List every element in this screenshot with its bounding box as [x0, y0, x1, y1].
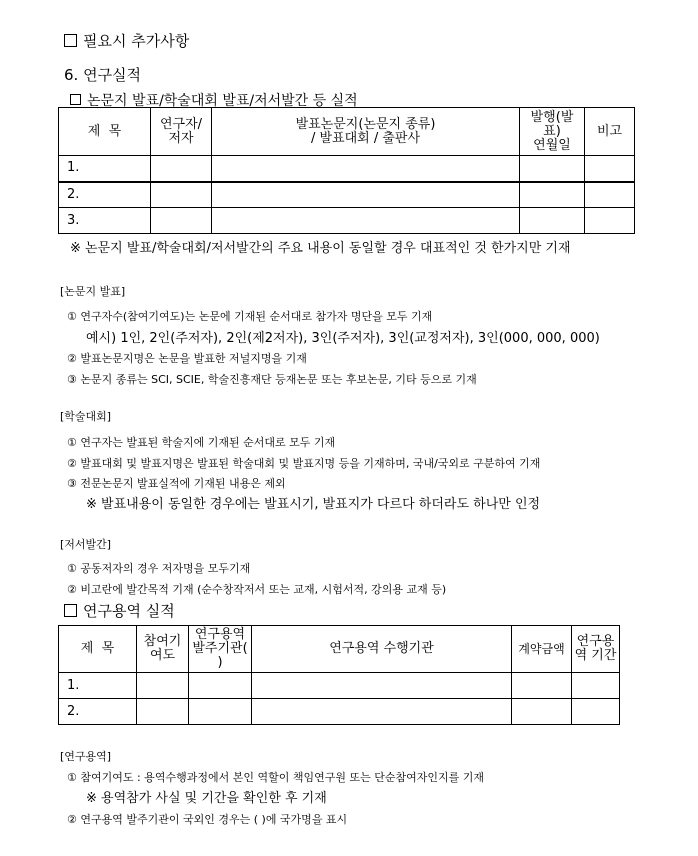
- service-label: [연구용역]: [60, 750, 112, 763]
- pub-heading: 논문지 발표/학술대회 발표/저서발간 등 실적: [70, 90, 358, 110]
- header-date: 발행(발 표) 연월일: [520, 108, 585, 156]
- checkbox-icon: [64, 34, 77, 47]
- book-item: ① 공동저자의 경우 저자명을 모두기재: [67, 562, 251, 575]
- header-title: 제 목: [59, 626, 137, 673]
- paper-item: ② 발표논문지명은 논문을 발표한 저널지명을 기재: [67, 352, 307, 365]
- header-journal: 발표논문지(논문지 종류) / 발표대회 / 출판사: [212, 108, 520, 156]
- pub-note: ※ 논문지 발표/학술대회/저서발간의 주요 내용이 동일할 경우 대표적인 것 한가지만 기재: [70, 241, 571, 256]
- research-title: 6. 연구실적: [64, 66, 142, 84]
- header-period: 연구용 역 기간: [572, 626, 620, 673]
- table-row: 2.: [59, 182, 635, 208]
- service-heading: 연구용역 실적: [64, 600, 175, 621]
- table-header-row: [59, 108, 635, 156]
- checkbox-icon: [64, 604, 77, 617]
- table-row: 1.: [59, 673, 620, 699]
- service-table: [58, 625, 620, 725]
- conference-item: ① 연구자는 발표된 학술지에 기재된 순서대로 모두 기재: [67, 436, 336, 449]
- table-row: 2.: [59, 699, 620, 725]
- conference-label: [학술대회]: [60, 410, 112, 423]
- header-client: 연구용역 발주기관( ): [189, 626, 252, 673]
- paper-example: 예시) 1인, 2인(주저자), 2인(제2저자), 3인(주저자), 3인(교정저자), 3인(000, 000, 000): [86, 331, 600, 346]
- table-row: 1.: [59, 156, 635, 182]
- paper-item: ③ 논문지 종류는 SCI, SCIE, 학술진흥재단 등재논문 또는 후보논문, 기타 등으로 기재: [67, 373, 477, 386]
- conference-item: ③ 전문논문지 발표실적에 기재된 내용은 제외: [67, 477, 286, 490]
- header-title: 제 목: [59, 108, 151, 156]
- header-author: 연구자/ 저자: [151, 108, 212, 156]
- table-row: 3.: [59, 208, 635, 234]
- service-item: ① 참여기여도 : 용역수행과정에서 본인 역할이 책임연구원 또는 단순참여자인지를 기재: [67, 771, 484, 784]
- table-header-row: [59, 626, 620, 673]
- service-note: ※ 용역참가 사실 및 기간을 확인한 후 기재: [86, 791, 327, 806]
- header-amount: 계약금액: [512, 626, 572, 673]
- conference-item: ② 발표대회 및 발표지명은 발표된 학술대회 및 발표지명 등을 기재하며, 국내/국외로 구분하여 기재: [67, 457, 541, 470]
- checkbox-icon: [70, 94, 81, 105]
- header-performer: 연구용역 수행기관: [252, 626, 512, 673]
- header-contribution: 참여기 여도: [137, 626, 189, 673]
- header-remarks: 비고: [585, 108, 635, 156]
- service-item: ② 연구용역 발주기관이 국외인 경우는 ( )에 국가명을 표시: [67, 813, 348, 826]
- book-label: [저서발간]: [60, 538, 112, 551]
- required-section-heading: 필요시 추가사항: [64, 30, 189, 51]
- book-item: ② 비고란에 발간목적 기재 (순수창작저서 또는 교재, 시험서적, 강의용 교재 등): [67, 583, 447, 596]
- conference-note: ※ 발표내용이 동일한 경우에는 발표시기, 발표지가 다르다 하더라도 하나만 인정: [86, 497, 541, 512]
- publication-table: [58, 107, 635, 234]
- paper-item: ① 연구자수(참여기여도)는 논문에 기재된 순서대로 참가자 명단을 모두 기재: [67, 310, 433, 323]
- paper-label: [논문지 발표]: [60, 285, 126, 298]
